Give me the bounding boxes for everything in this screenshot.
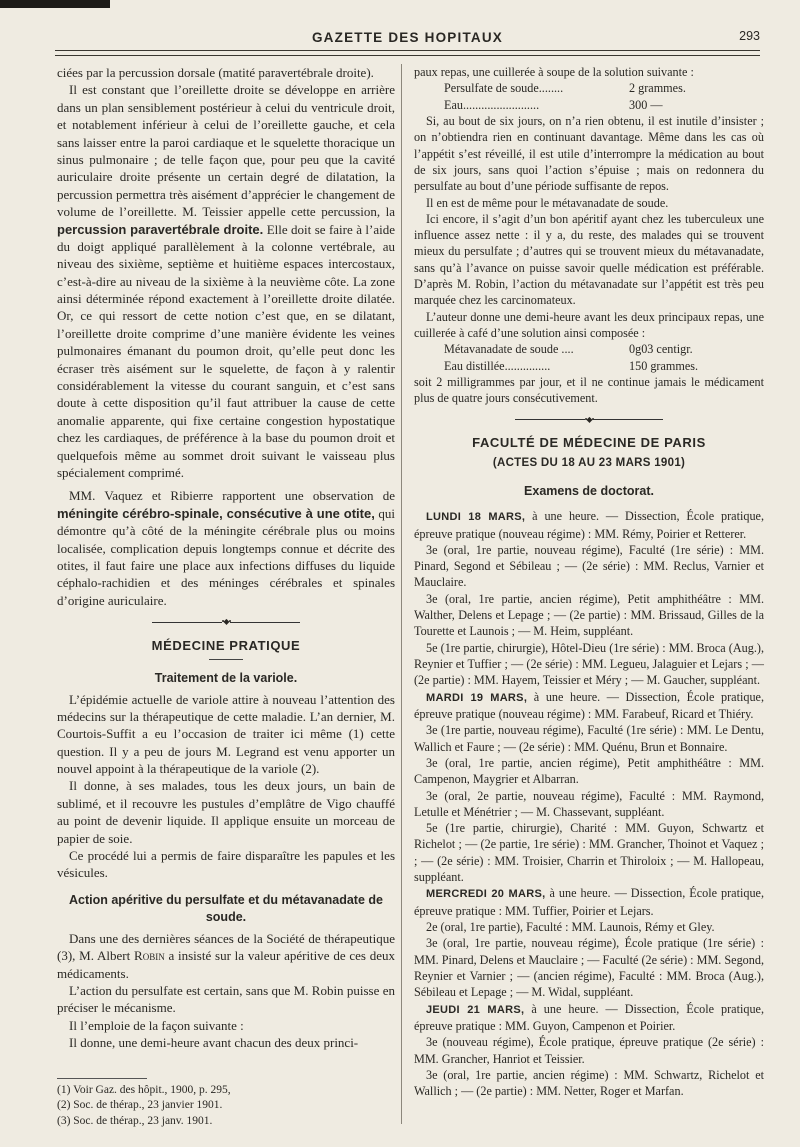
- bold-term: méningite cérébro-spinale, consécutive à une otite,: [57, 505, 375, 521]
- subsection-heading: Action apéritive du persulfate et du métavanadate de soude.: [69, 892, 383, 924]
- paragraph: L’action du persulfate est certain, sans que M. Robin puisse en préciser le mécanisme.: [57, 982, 395, 1016]
- paragraph: soit 2 milligrammes par jour, et il ne continue jamais le médicament plus de quatre jours consécutivement.: [414, 374, 764, 406]
- running-header: [55, 24, 760, 50]
- exam-entry: MARDI 19 MARS, à une heure. — Dissection, École pratique, épreuve pratique (nouveau régime) : MM. Farabeuf, Ricard et Thiéry.: [414, 689, 765, 721]
- paragraph: Il est constant que l’oreillette droite se développe en arrière dans un plan sensiblement postérieur à celui du ventricule droit, et notablement inférieur à celui de l’oreillette gauche, et cela sans laisser entre la paroi cardiaque et le squelette thoracique un sinus pulmonaire ; de telle façon que, pour peu que la cavité auriculaire droite présente un certain degré de dilatation, la percussion permettra très aisément d’apprécier le changement de volume de l’oreillette. M. Teissier appelle cette percussion, la percussion paravertébrale droite. Elle doit se faire à l’aide du doigt appliqué parallèlement à la colonne vertébrale, au niveau des sixième, septième et huitième espaces intercostaux, c’est-à-dire au niveau de la sixième à la neuvième côte. La zone ainsi déterminée répond exactement à l’oreillette droite dilatée. Or, ce qui ressort de cette notion c’est que, en se dilatant, l’oreillette droite comprime d’une manière évidente les veines pulmonaires émanant du poumon droit, qu’elle peut donc les écraser très aisément sur le squelette, de façon à y ralentir considérablement la vitesse du courant sanguin, et c’est sans doute à cette disposition qu’il faut attribuer la cause de cette anomalie apparente, qui fixe certaine congestion hypostatique chez les cardiaques, de préférence à la base du poumon droit et quelquefois même au sommet droit suivant le vaisseau plus spécialement comprimé.: [57, 82, 395, 480]
- section-ornament: •◆•: [414, 415, 764, 425]
- formula-line: Eau distillée............... 150 grammes.: [444, 358, 699, 373]
- exam-entry: 3e (nouveau régime), École pratique, épreuve pratique (2e série) : MM. Grancher, Hanriot et Teissier.: [414, 1035, 764, 1066]
- bold-term: percussion paravertébrale droite.: [57, 221, 264, 237]
- paragraph: Il donne, à ses malades, tous les deux jours, un bain de sublimé, et il recouvre les pustules d’emplâtre de Vigo chauffé au point de devenir liquide. Il applique ensuite un morceau de papier de soie.: [57, 778, 395, 846]
- dates-line: (ACTES DU 18 AU 23 MARS 1901): [492, 456, 686, 469]
- section-heading: MÉDECINE PRATIQUE: [151, 638, 301, 654]
- paragraph: Il donne, une demi-heure avant chacun des deux princi-: [69, 1035, 359, 1051]
- formula-line: Eau......................... 300 —: [444, 97, 663, 112]
- page-number: 293: [739, 29, 760, 43]
- exam-entry: LUNDI 18 MARS, à une heure. — Dissection, École pratique, épreuve pratique (nouveau régime) : MM. Rémy, Poirier et Retterer.: [414, 509, 764, 541]
- right-column: [414, 64, 764, 1099]
- section-ornament: •◆•: [57, 617, 395, 627]
- exam-entry: 3e (1re partie, nouveau régime), Faculté (1re série) : MM. Le Dentu, Wallich et Faure ; — (2e série) : MM. Quénu, Brun et Bonnaire.: [414, 723, 764, 754]
- subsection-heading: Traitement de la variole.: [154, 670, 298, 685]
- footnote: (1) Voir Gaz. des hôpit., 1900, p. 295,: [57, 1083, 231, 1096]
- exam-entry: 2e (oral, 1re partie), Faculté : MM. Launois, Rémy et Gley.: [426, 920, 715, 934]
- exam-entry: 3e (oral, 1re partie, ancien régime), Petit amphithéâtre : MM. Walther, Delens et Lepage ; — (2e partie) : MM. Brissaud, Gilles de la Tourette et Launois ; — M. Heim, suppléant.: [414, 591, 764, 639]
- subsection-heading: Examens de doctorat.: [524, 484, 654, 499]
- exam-entry: JEUDI 21 MARS, à une heure. — Dissection, École pratique, épreuve pratique : MM. Guyon, Campenon et Poirier.: [414, 1001, 765, 1033]
- paragraph: Dans une des dernières séances de la Société de thérapeutique (3), M. Albert Robin a insisté sur la valeur apéritive de ces deux médicaments.: [57, 930, 395, 981]
- scan-edge-mark: [0, 0, 110, 8]
- journal-title: GAZETTE DES HOPITAUX: [311, 30, 503, 45]
- paragraph: ciées par la percussion dorsale (matité paravertébrale droite).: [57, 65, 374, 80]
- paragraph: Il l’emploie de la façon suivante :: [69, 1017, 244, 1033]
- exam-entry: 3e (oral, 1re partie, nouveau régime), Faculté (1re série) : MM. Pinard, Segond et Sébileau ; — (2e série) : MM. Reclus, Varnier et Mauclaire.: [414, 542, 764, 590]
- heading-rule: [209, 659, 243, 660]
- exam-entry: 3e (oral, 2e partie, nouveau régime), Faculté : MM. Raymond, Letulle et Ménétrier ; — M. Chassevant, suppléant.: [414, 788, 764, 819]
- paragraph: L’auteur donne une demi-heure avant les deux principaux repas, une cuillerée à café d’une solution ainsi composée :: [414, 309, 764, 340]
- exam-entry: MERCREDI 20 MARS, à une heure. — Dissection, École pratique, épreuve pratique : MM. Tuffier, Poirier et Lejars.: [414, 886, 764, 918]
- paragraph: Ce procédé lui a permis de faire disparaître les papules et les vésicules.: [57, 848, 395, 881]
- exam-entry: 5e (1re partie, chirurgie), Charité : MM. Guyon, Schwartz et Richelot ; — (2e partie, 1re série) : MM. Grancher, Thoinot et Vaquez ; ; — (2e série) : MM. Troisier, Charrin et Thiroloix ; — M. Hallopeau, suppléant.: [414, 821, 764, 885]
- paragraph: L’épidémie actuelle de variole attire à nouveau l’attention des médecins sur la thérapeutique de cette maladie. L’an dernier, M. Courtois-Suffit a eu l’occasion de traiter ici même (1) cette question. Il y a peu de jours M. Legrand est venu apporter un nouvel appoint à la thérapeutique de la variole (2).: [57, 691, 395, 777]
- footnote: (2) Soc. de thérap., 23 janvier 1901.: [57, 1099, 223, 1112]
- formula-line: Métavanadate de soude .... 0g03 centigr.: [444, 342, 693, 357]
- formula-line: Persulfate de soude........ 2 grammes.: [444, 81, 686, 96]
- exam-entry: 5e (1re partie, chirurgie), Hôtel-Dieu (1re série) : MM. Broca (Aug.), Reynier et Tuffier ; — (2e série) : MM. Legueu, Jalaguier et Lejars ; — (2e partie) : MM. Hayem, Teissier et Méry ; — M. Gaucher, suppléant.: [414, 640, 764, 688]
- paragraph: Il en est de même pour le métavanadate de soude.: [426, 195, 669, 210]
- paragraph: Si, au bout de six jours, on n’a rien obtenu, il est inutile d’insister ; on n’obtiendra rien en continuant davantage. Même dans les cas où l’appétit s’est réveillé, il est utile d’interrompre la médication au bout de six jours, sans quoi l’action s’épuise ; mais on redonnera du persulfate au bout d’une période suffisante de repos.: [414, 113, 764, 194]
- exam-entry: 3e (oral, 1re partie, nouveau régime), École pratique (1re série) : MM. Pinard, Delens et Mauclaire ; — Faculté (2e série) : MM. Segond, Reynier et Varnier ; — (ancien régime), Faculté : MM. Broca (Aug.), Sébileau et Lepage ; — M. Widal, suppléant.: [414, 936, 764, 1000]
- exam-entry: 3e (oral, 1re partie, ancien régime), Petit amphithéâtre : MM. Campenon, Maygrier et Albarran.: [414, 755, 764, 787]
- column-divider: [401, 64, 402, 1124]
- exam-entry: 3e (oral, 1re partie, ancien régime) : MM. Schwartz, Richelot et Wallich ; — (2e partie) : MM. Netter, Roger et Marfan.: [414, 1067, 764, 1099]
- paragraph: Ici encore, il s’agit d’un bon apéritif ayant chez les tuberculeux une influence assez nette : il y a, du reste, des malades qui se trouvent mieux du persulfate ; d’autres qui se trouvent mieux du métavanadate, sans qu’à l’avance on puisse savoir quelle médication est préférable. D’après M. Robin, l’action du métavanadate sur l’appétit est très peu marquée chez les carcinomateux.: [414, 211, 764, 308]
- paragraph: paux repas, une cuillerée à soupe de la solution suivante :: [414, 65, 694, 79]
- paragraph: MM. Vaquez et Ribierre rapportent une observation de méningite cérébro-spinale, consécutive à une otite, qui démontre qu’à côté de la méningite cérébrale plus ou moins localisée, complication depuis longtemps connue et décrite des otites, il faut faire une place aux infections diffuses du liquide céphalo-rachidien et des méninges cérébrales et spinales d’origine auriculaire.: [57, 488, 395, 608]
- section-heading: FACULTÉ DE MÉDECINE DE PARIS: [472, 434, 706, 450]
- left-column: [57, 64, 395, 1129]
- footnote: (3) Soc. de thérap., 23 janv. 1901.: [57, 1114, 213, 1127]
- header-double-rule: [55, 50, 760, 56]
